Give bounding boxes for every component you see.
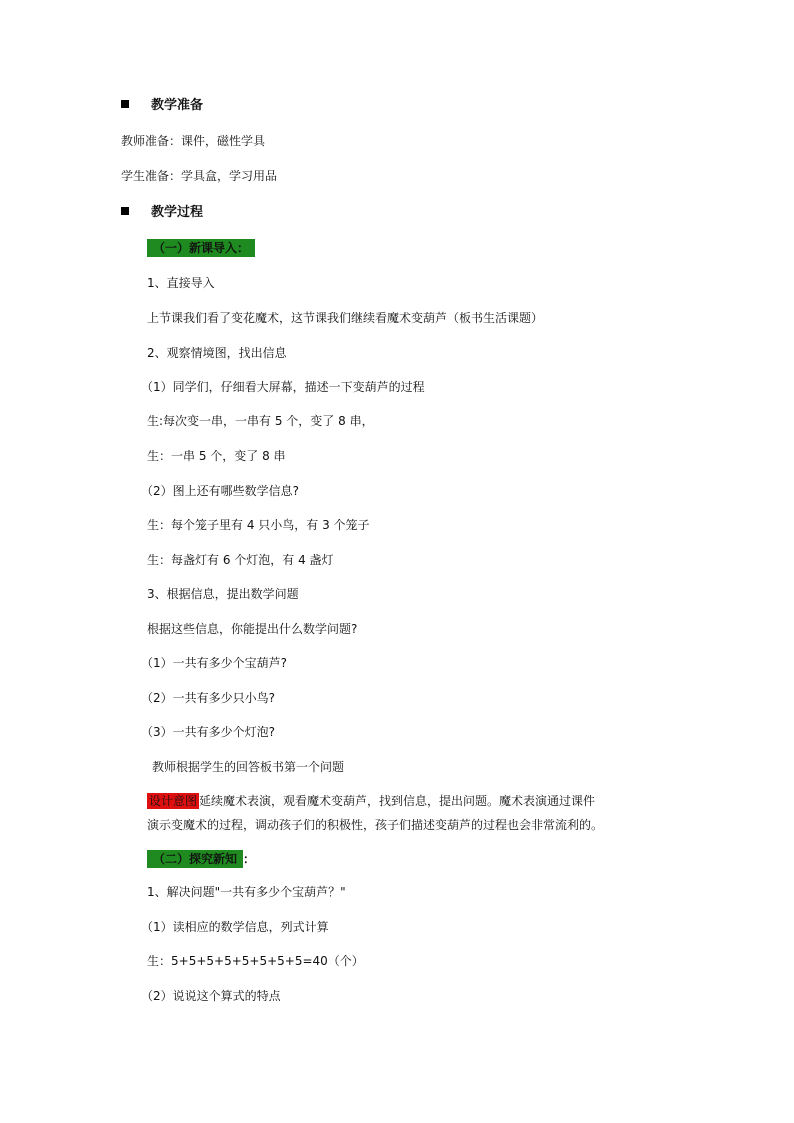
square-bullet-icon	[121, 207, 129, 215]
design-intent-label: 设计意图	[149, 794, 198, 808]
section1-title-highlight: （一）新课导入：	[147, 239, 255, 257]
section1-a1: 生:每次变一串，一串有 5 个，变了 8 串，	[147, 414, 374, 428]
section1-a3: 生：每个笼子里有 4 只小鸟，有 3 个笼子	[147, 518, 370, 532]
section1-p2: （2）一共有多少只小鸟?	[141, 691, 276, 705]
section1-q2: （2）图上还有哪些数学信息?	[141, 484, 300, 498]
section2-q2: （2）说说这个算式的特点	[141, 989, 281, 1003]
section1-item1: 1、直接导入	[147, 276, 215, 290]
design-intent-text1: 延续魔术表演，观看魔术变葫芦，找到信息，提出问题。魔术表演通过课件	[199, 794, 596, 808]
square-bullet-icon	[121, 100, 129, 108]
section1-title	[147, 239, 255, 257]
prep-heading: 教学准备	[121, 98, 203, 114]
section2-item1: 1、解决问题"一共有多少个宝葫芦？"	[147, 885, 346, 899]
section1-p3: （3）一共有多少个灯泡?	[141, 725, 276, 739]
section1-item2: 2、观察情境图，找出信息	[147, 346, 287, 360]
section1-p1: （1）一共有多少个宝葫芦?	[141, 656, 288, 670]
section2-title-highlight: （二）探究新知	[147, 850, 243, 868]
section1-item3: 3、根据信息，提出数学问题	[147, 587, 299, 601]
section2-title: （二）探究新知 ：	[147, 850, 255, 868]
section1-teacher-note: 教师根据学生的回答板书第一个问题	[152, 760, 345, 774]
process-heading: 教学过程	[121, 205, 203, 221]
section1-a2: 生：一串 5 个，变了 8 串	[147, 449, 286, 463]
section2-a1: 生：5+5+5+5+5+5+5+5=40（个）	[147, 954, 364, 968]
section1-intro: 上节课我们看了变花魔术，这节课我们继续看魔术变葫芦（板书生活课题）	[147, 311, 544, 325]
design-intent-line1	[147, 793, 595, 809]
design-intent-line2: 演示变魔术的过程，调动孩子们的积极性，孩子们描述变葫芦的过程也会非常流利的。	[147, 818, 604, 832]
section1-q1: （1）同学们，仔细看大屏幕，描述一下变葫芦的过程	[141, 380, 425, 394]
student-prep: 学生准备：学具盒，学习用品	[121, 169, 278, 183]
section1-a4: 生：每盏灯有 6 个灯泡，有 4 盏灯	[147, 553, 334, 567]
section1-ask: 根据这些信息，你能提出什么数学问题?	[147, 622, 358, 636]
teacher-prep: 教师准备：课件，磁性学具	[121, 134, 266, 148]
section2-q1: （1）读相应的数学信息，列式计算	[141, 920, 329, 934]
